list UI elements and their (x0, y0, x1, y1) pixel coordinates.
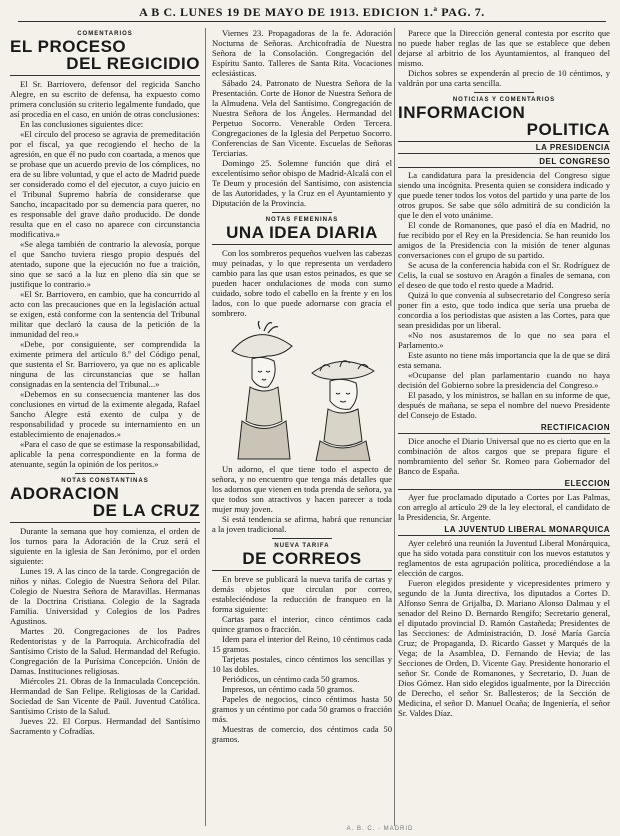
divider (10, 522, 200, 523)
article-paragraph: Sábado 24. Patronato de Nuestra Señora de la Presentación. Corte de Honor de Nuestra Señora de la Almudena. Vela del Santísimo. Congregación de Nuestra Señora de los Ángeles. Hermandad del Perpetuo Socorro. Venerable Orden Tercera. Congregaciones de la Iglesia del Perpetuo Socorro. Conferencias de San Vicente. Escuelas de Señoras Terciarias. (212, 78, 392, 158)
section-kicker: NOTICIAS Y COMENTARIOS (452, 97, 556, 103)
subheading-juventud-liberal: LA JUVENTUD LIBERAL MONARQUICA (398, 525, 610, 536)
article-paragraph: Ayer fue proclamado diputado a Cortes por Las Palmas, con arreglo al artículo 29 de la ley electoral, el candidato de la Presidencia, Sr. Argente. (398, 492, 610, 522)
article-paragraph: Dice anoche el Diario Universal que no es cierto que en la combinación de altos cargos que se prepara figure el nombramiento del señor Sr. Romeo para Gobernador del Banco de España. (398, 436, 610, 476)
article-paragraph: Fueron elegidos presidente y vicepresidentes primero y segundo de la Junta directiva, los diputados a Cortes D. Alfonso Senra de Grijalba, D. Mariano Alonso Dalmau y el senador del Reino D. Bernardo Rengifo; Secretario general, el diputado provincial D. Ramón Castañeda; Presidentes de las Secciones: de Administración, D. José María García Cruz; de Propaganda, D. Ricardo Gasset y Marqués de la Vega; de la Asamblea, D. Fernando de Hevia; de las Secciones de Orden, D. Vicente Gay. Presidente honorario el señor Sr. Conde de Romanones, y Secretario, D. Juan de Dios Gómez. Han sido elegidos igualmente, por la Dirección de Derecho, el señor Sr. Ballesteros; de la Sección de Medicina, el señor D. Manuel Ocaña; de Ingeniería, el señor Sr. Valdes Díaz. (398, 578, 610, 718)
headline-line-1: INFORMACION (398, 103, 526, 122)
article-paragraph: Si está tendencia se afirma, habrá que renunciar a la joven tradicional. (212, 514, 392, 534)
subheading-presidencia: LA PRESIDENCIA (398, 141, 610, 154)
article-paragraph: Parece que la Dirección general contesta por escrito que no puede haber reglas de las que se establece que deben dejarse al arbitrio de los Ayuntamientos, al franqueo del mismo. (398, 28, 610, 68)
article-paragraph: Papeles de negocios, cinco céntimos hasta 50 gramos y un céntimo por cada 50 gramos o fracción más. (212, 694, 392, 724)
headline-line-1: ADORACION (10, 484, 120, 503)
article-paragraph: Tarjetas postales, cinco céntimos los sencillas y 10 las dobles. (212, 654, 392, 674)
column-2 (212, 28, 392, 828)
column-rule-left (205, 28, 206, 826)
subheading-rectificacion: RECTIFICACION (398, 423, 610, 434)
masthead: A B C. LUNES 19 DE MAYO DE 1913. EDICION 1.ª PAG. 7. (18, 5, 606, 22)
column-1 (10, 28, 200, 828)
article-paragraph: «Se alega también de contrario la alevosía, porque el que Sancho tuviera riesgo propio después del atentado, supone que la ejecución no fue a traición, sino que se sacó a la luz en pleno día sin que se justifique lo contrario.» (10, 239, 200, 289)
divider (10, 75, 200, 76)
headline-line-2: DEL REGICIDIO (66, 54, 200, 73)
article-paragraph: En las conclusiones siguientes dice: (20, 119, 144, 129)
article-paragraph: «Para el caso de que se estimase la responsabilidad, aplicable la pena correspondiente en la forma de atenuante, según la opinión de los peritos.» (10, 439, 200, 469)
article-paragraph: En breve se publicará la nueva tarifa de cartas y demás objetos que circulan por correo, estableciéndose la reducción de franqueo en la forma siguiente: (212, 574, 392, 614)
subheading-congreso: DEL CONGRESO (398, 157, 610, 168)
lady-right-drawing (312, 361, 374, 461)
section-kicker: NOTAS CONSTANTINAS (61, 478, 149, 484)
article-paragraph: Dichos sobres se expenderán al precio de 10 céntimos, y valdrán por una carta sencilla. (398, 68, 610, 88)
article-paragraph: El conde de Romanones, que pasó el día en Madrid, no fue recibido por el Rey en la Presidencia. Se han reunido los amigos de la Presidencia con la misión de tener algunas conversaciones con el grupo de su partido. (398, 220, 610, 260)
article-paragraph: Jueves 22. El Corpus. Hermandad del Santísimo Sacramento y Cofradías. (10, 716, 200, 736)
fashion-illustration (212, 321, 392, 461)
article-paragraph: Martes 20. Congregaciones de los Padres Redentoristas y de la Parroquia. Archicofradía del Santísimo Cristo de la Salud. Hermandad del Refugio. Congregación de la Purísima Concepción. Unión de Damas. Instituciones religiosas. (10, 626, 200, 676)
headline-line-2: POLITICA (526, 120, 610, 139)
divider (212, 570, 392, 571)
short-divider (75, 473, 135, 474)
lady-left-drawing (232, 321, 292, 459)
article-paragraph: Quizá lo que convenía al subsecretario del Congreso sería poner fin a esto, que todo indica que sería una prueba de concordia a los periodistas que asisten a las Cortes, para que sean presididas por un liberal. (398, 290, 610, 330)
article-paragraph: Ayer celebró una reunión la Juventud Liberal Monárquica, que ha sido votada para constituir con los nuevos estatutos y reglamentos de esta agrupación política, procediéndose a la elección de cargos. (398, 538, 610, 578)
column-rule-right (394, 28, 395, 826)
article-paragraph: El pasado, y los ministros, se hallan en su informe de que, después de mañana, se sepa el nombre del nuevo Presidente del Consejo de Estado. (398, 390, 610, 420)
article-paragraph: «Debemos en su consecuencia mantener las dos conclusiones en virtud de la eximente alegada, Rafael Sancho Alegre está exento de culpa y de responsabilidad y procede su internamiento en un establecimiento de enajenados.» (10, 389, 200, 439)
section-kicker: NOTAS FEMENINAS (265, 217, 339, 223)
article-paragraph: Este asunto no tiene más importancia que la de que se dirá esta semana. (398, 350, 610, 370)
headline: DE CORREOS (242, 549, 362, 568)
article-paragraph: Periódicos, un céntimo cada 50 gramos. (222, 674, 360, 684)
article-paragraph: «El círculo del proceso se agravia de premeditación por el fiscal, ya que recogiendo el hecho de la agresión, en que él no pudo con coartada, a menos que se probase que un acuerdo previo de los cómplices, no era de su libre voluntad, y que el acto de Madrid puede ser considerado como el del ejecutor, a cuyo juicio en el Tribunal Supremo habría de considerarse que Sancho, incapacitado por su demencia para querer, no es responsable del grave daño producido. De donde resulta que en el caso no aparece con circunstancia modificativa.» (10, 129, 200, 239)
short-divider (272, 538, 332, 539)
bottom-stamp: A. B. C. - MADRID (346, 826, 414, 832)
article-paragraph: «El Sr. Barriovero, en cambio, que ha concurrido al acto con las precauciones que en la legislación actual se exigen, está conforme con la sentencia del Tribunal militar que declaró la causa de la petición de la inmunidad del reo.» (10, 289, 200, 339)
section-kicker: COMENTARIOS (77, 31, 133, 37)
headline-line-1: EL PROCESO (10, 37, 127, 56)
article-paragraph: «Debe, por consiguiente, ser comprendida la eximente primera del artículo 8.º del Código penal, que sustenta el Sr. Barriovero, ya que no es aplicable ninguna de las circunstancias que se hallan consignadas en la sentencia del Tribunal...» (10, 339, 200, 389)
article-paragraph: «No nos asustaremos de lo que no sea para el Parlamento.» (398, 330, 610, 350)
article-paragraph: Lunes 19. A las cinco de la tarde. Congregación de niños y niñas. Colegio de Nuestra Señora del Pilar. Colegio de Nuestra Señora de Maravillas. Hermanas de la Doctrina Cristiana. Colegio de la Sagrada Familia. Universidad y Colegios de los Padres Agustinos. (10, 566, 200, 626)
article-paragraph: Viernes 23. Propagadoras de la fe. Adoración Nocturna de Señoras. Archicofradía de Nuestra Señora de la Consolación. Congregación del Espíritu Santo. Talleres de Santa Rita. Vocaciones eclesiásticas. (212, 28, 392, 78)
article-paragraph: Cartas para el interior, cinco céntimos cada quince gramos o fracción. (212, 614, 392, 634)
article-paragraph: Miércoles 21. Obras de la Inmaculada Concepción. Hermandad de San Felipe. Religiosas de la Caridad. Sociedad de San Vicente de Paúl. Juventud Católica. Santísimo Cristo de la Salud. (10, 676, 200, 716)
short-divider (272, 212, 332, 213)
article-paragraph: La candidatura para la presidencia del Congreso sigue siendo una incógnita. Presenta quien se considera indicado y que puede tener todos los votos del partido y una parte de los otros grupos. Se sabe que sólo admitirá de su condición la que le den el voto unánime. (398, 170, 610, 220)
article-paragraph: Se acusa de la conferencia habida con el Sr. Rodríguez de Celis, la cual se sostuvo en Aragón a finales de semana, con el deseo de que todo el resto quede a Madrid. (398, 260, 610, 290)
hat-illustration-svg (212, 321, 392, 461)
article-paragraph: «Ocupanse del plan parlamentario cuando no haya decisión del Gobierno sobre la presidencia del Congreso.» (398, 370, 610, 390)
article-paragraph: Muestras de comercio, dos céntimos cada 50 gramos. (212, 724, 392, 744)
article-paragraph: Idem para el interior del Reino, 10 céntimos cada 15 gramos. (212, 634, 392, 654)
article-paragraph: Durante la semana que hoy comienza, el orden de los turnos para la Adoración de la Cruz será el siguiente en la iglesia de San Jerónimo, por el orden siguiente: (10, 526, 200, 566)
article-paragraph: El Sr. Barriovero, defensor del regicida Sancho Alegre, en su escrito de defensa, ha expuesto como primera conclusión su criterio legalmente fundado, que así procedía en el caso, en unión de otras conclusiones: (10, 79, 200, 119)
column-3 (398, 28, 610, 828)
article-paragraph: Domingo 25. Solemne función que dirá el excelentísimo señor obispo de Madrid-Alcalá con el Te Deum y procesión del Santísimo, con asistencia de las Autoridades, y la Cruz en el Ayuntamiento y Diputación de la Provincia. (212, 158, 392, 208)
article-paragraph: Con los sombreros pequeños vuelven las cabezas muy peinadas, y lo que representa un verdadero cambio para las que usan estos peinados, es que se pueden hacer ondulaciones de moda con sumo cuidado, sobre todo el cabello en la frente y en los lados, con lo que puede adornarse con gracia el sombrero. (212, 248, 392, 318)
section-kicker: NUEVA TARIFA (274, 543, 330, 549)
divider (212, 244, 392, 245)
headline-line-2: DE LA CRUZ (92, 501, 200, 520)
headline: UNA IDEA DIARIA (226, 223, 378, 242)
article-paragraph: Un adorno, el que tiene todo el aspecto de señora, y no encuentro que tenga más detalles que los adornos que vienen en toda prenda de señora, ya que todos son atractivos y hacen parecer a toda mujer muy joven. (212, 464, 392, 514)
subheading-eleccion: ELECCION (398, 479, 610, 490)
short-divider (474, 92, 534, 93)
article-paragraph: Impresos, un céntimo cada 50 gramos. (222, 684, 355, 694)
